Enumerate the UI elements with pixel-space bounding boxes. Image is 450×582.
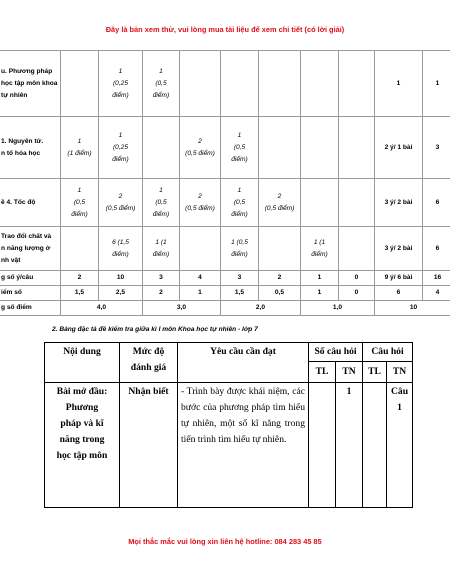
question-line: Câu — [390, 386, 409, 397]
cell-line: (0,5 điểm) — [105, 204, 136, 212]
total-cell: 0,5 — [259, 286, 301, 301]
total-cell: 3 — [221, 271, 259, 286]
cell-line: (0,25 — [112, 79, 129, 87]
topic-line: n năng lượng ở — [1, 244, 51, 252]
header-level-line: đánh giá — [130, 362, 167, 373]
score-cell — [180, 179, 221, 227]
spec-tn-question-cell — [387, 383, 413, 508]
content-line: Phương — [65, 402, 99, 413]
count-row — [0, 271, 450, 286]
cell-line: (0,5 — [233, 143, 246, 151]
cell-line: (0,5 điểm) — [185, 149, 215, 157]
cell-line: điểm) — [112, 91, 129, 99]
header-tn-question: TN — [387, 362, 413, 383]
score-cell — [61, 51, 99, 117]
total-cell: 2,5 — [99, 286, 143, 301]
score-cell — [221, 117, 259, 179]
cell-line: điểm) — [231, 155, 248, 163]
sum-score-cell: 1 — [423, 51, 450, 117]
sum-score-cell: 6 — [423, 179, 450, 227]
score-cell — [301, 179, 339, 227]
cell-line: (0,5 — [233, 198, 246, 206]
cell-line: điểm) — [152, 91, 170, 99]
cell-line: 1 (0,5 điểm) — [231, 238, 248, 258]
header-requirement: Yêu cầu cần đạt — [178, 343, 309, 383]
total-cell: 2 — [143, 286, 180, 301]
total-cell: 1,5 — [221, 286, 259, 301]
topic-line: u. Phương pháp — [1, 67, 53, 75]
score-cell — [221, 227, 259, 271]
total-cell: 4 — [180, 271, 221, 286]
total-cell: 1,5 — [61, 286, 99, 301]
header-level — [120, 343, 178, 383]
header-level-line: Mức độ — [132, 346, 165, 357]
cell-line: 6 (1,5 — [112, 238, 129, 246]
cell-line: 1 — [237, 186, 242, 194]
header-tl-question: TL — [363, 362, 387, 383]
score-cell — [61, 179, 99, 227]
topic-cell — [0, 179, 61, 227]
cell-line: 2 — [277, 192, 282, 200]
score-cell — [99, 227, 143, 271]
spec-requirement-cell: - Trình bày được khái niệm, các bước của phương pháp tìm hiểu tự nhiên, một số kĩ năng trong tiến trình tìm hiểu tự nhiên. — [178, 383, 309, 508]
total-cell: 0 — [339, 286, 375, 301]
header-tn: TN — [336, 362, 363, 383]
sum-count-cell: 2 ý/ 1 bài — [375, 117, 423, 179]
cell-line: 1 — [118, 67, 123, 75]
row-label: iểm số — [0, 286, 61, 301]
section-title: 2. Bảng đặc tả đề kiểm tra giữa kì I môn Khoa học tự nhiên - lớp 7 — [52, 326, 258, 333]
content-line: Bài mở đầu: — [56, 386, 108, 397]
score-cell — [143, 51, 180, 117]
total-cell: 9 ý/ 6 bài — [375, 271, 423, 286]
cell-line: (0,5 — [73, 198, 86, 206]
score-cell — [339, 117, 375, 179]
row-label: g số điểm — [0, 301, 61, 316]
spec-tl-question-cell — [363, 383, 387, 508]
question-line: 1 — [397, 402, 402, 413]
cell-line: 1 — [159, 186, 163, 194]
cell-line: (0,5 — [155, 79, 167, 87]
cell-line: điểm) — [152, 210, 170, 218]
total-cell: 6 — [375, 286, 423, 301]
score-cell — [259, 117, 301, 179]
score-cell — [180, 227, 221, 271]
topic-line: học tập môn khoa — [1, 79, 58, 87]
topic-line: tự nhiên — [1, 91, 28, 99]
score-cell — [259, 51, 301, 117]
score-cell — [180, 51, 221, 117]
cell-line: điểm) — [231, 210, 248, 218]
cell-line: điểm) — [112, 155, 129, 163]
score-cell — [143, 179, 180, 227]
total-cell: 3,0 — [143, 301, 221, 316]
matrix-row — [0, 51, 450, 117]
score-cell — [339, 227, 375, 271]
total-cell: 16 — [423, 271, 450, 286]
sum-score-cell: 3 — [423, 117, 450, 179]
score-cell — [143, 227, 180, 271]
spec-tl-count-cell — [309, 383, 336, 508]
preview-banner: Đây là bản xem thử, vui lòng mua tài liệu để xem chi tiết (có lời giải) — [105, 25, 345, 34]
hotline-banner: Mọi thắc mắc vui lòng xin liên hệ hotline: 084 283 45 85 — [128, 537, 322, 546]
total-cell: 10 — [99, 271, 143, 286]
cell-line: 2 — [198, 137, 202, 145]
header-tl: TL — [309, 362, 336, 383]
cell-line: điểm) — [311, 250, 328, 258]
topic-cell — [0, 227, 61, 271]
topic-line: Trao đổi chất và — [1, 232, 52, 240]
score-cell — [61, 227, 99, 271]
spec-content-cell — [45, 383, 120, 508]
matrix-row — [0, 117, 450, 179]
total-cell: 1 — [301, 286, 339, 301]
matrix-row — [0, 227, 450, 271]
score-cell — [61, 117, 99, 179]
score-cell — [99, 51, 143, 117]
total-cell: 4 — [423, 286, 450, 301]
cell-line: 2 — [118, 192, 123, 200]
total-cell: 2 — [259, 271, 301, 286]
score-cell — [99, 117, 143, 179]
score-cell — [221, 179, 259, 227]
content-line: pháp và kĩ — [60, 418, 104, 429]
total-cell: 1 — [301, 271, 339, 286]
spec-level-cell: Nhận biết — [120, 383, 178, 508]
sum-count-cell: 1 — [375, 51, 423, 117]
score-cell — [301, 227, 339, 271]
sum-score-cell: 6 — [423, 227, 450, 271]
cell-line: 1 (1 — [155, 238, 167, 246]
row-label: g số ý/câu — [0, 271, 61, 286]
topic-line: ề 4. Tốc độ — [1, 198, 36, 206]
assessment-matrix-table — [0, 50, 450, 316]
cell-line: điểm) — [71, 210, 88, 218]
score-cell — [301, 117, 339, 179]
header-question: Câu hỏi — [363, 343, 413, 362]
specification-table — [44, 342, 413, 508]
cell-line: 1 — [159, 67, 163, 75]
score-cell — [301, 51, 339, 117]
total-cell: 2,0 — [221, 301, 301, 316]
cell-line: điểm) — [112, 250, 129, 258]
total-cell: 4,0 — [61, 301, 143, 316]
score-cell — [339, 51, 375, 117]
total-cell: 1 — [180, 286, 221, 301]
score-row — [0, 286, 450, 301]
cell-line: (0,5 — [155, 198, 167, 206]
total-cell: 0 — [339, 271, 375, 286]
topic-cell — [0, 51, 61, 117]
cell-line: 1 — [237, 131, 242, 139]
score-cell — [339, 179, 375, 227]
header-content: Nội dung — [45, 343, 120, 383]
topic-cell — [0, 117, 61, 179]
score-cell — [259, 227, 301, 271]
total-cell: 10 — [375, 301, 450, 316]
score-cell — [180, 117, 221, 179]
total-cell: 3 — [143, 271, 180, 286]
topic-line: nh vật — [1, 256, 21, 264]
total-score-row — [0, 301, 450, 316]
score-cell — [221, 51, 259, 117]
cell-line: 1 — [118, 131, 123, 139]
topic-line: n tố hóa học — [1, 149, 41, 157]
header-num-questions: Số câu hỏi — [309, 343, 363, 362]
total-cell: 1,0 — [301, 301, 375, 316]
content-line: năng trong — [59, 434, 105, 445]
spec-tn-count-cell: 1 — [336, 383, 363, 508]
score-cell — [259, 179, 301, 227]
cell-line: (1 điểm) — [67, 149, 92, 157]
cell-line: 1 — [77, 137, 82, 145]
score-cell — [99, 179, 143, 227]
score-cell — [143, 117, 180, 179]
total-cell: 2 — [61, 271, 99, 286]
content-line: học tập môn — [56, 450, 108, 461]
cell-line: 1 — [77, 186, 82, 194]
topic-line: 1. Nguyên tử. — [1, 137, 44, 145]
matrix-row — [0, 179, 450, 227]
cell-line: 2 — [198, 192, 202, 200]
sum-count-cell: 3 ý/ 2 bài — [375, 179, 423, 227]
cell-line: điểm) — [152, 250, 170, 258]
sum-count-cell: 3 ý/ 2 bài — [375, 227, 423, 271]
cell-line: (0,25 — [112, 143, 129, 151]
cell-line: (0,5 điểm) — [185, 204, 215, 212]
cell-line: 1 (1 — [313, 238, 326, 246]
cell-line: (0,5 điểm) — [264, 204, 295, 212]
